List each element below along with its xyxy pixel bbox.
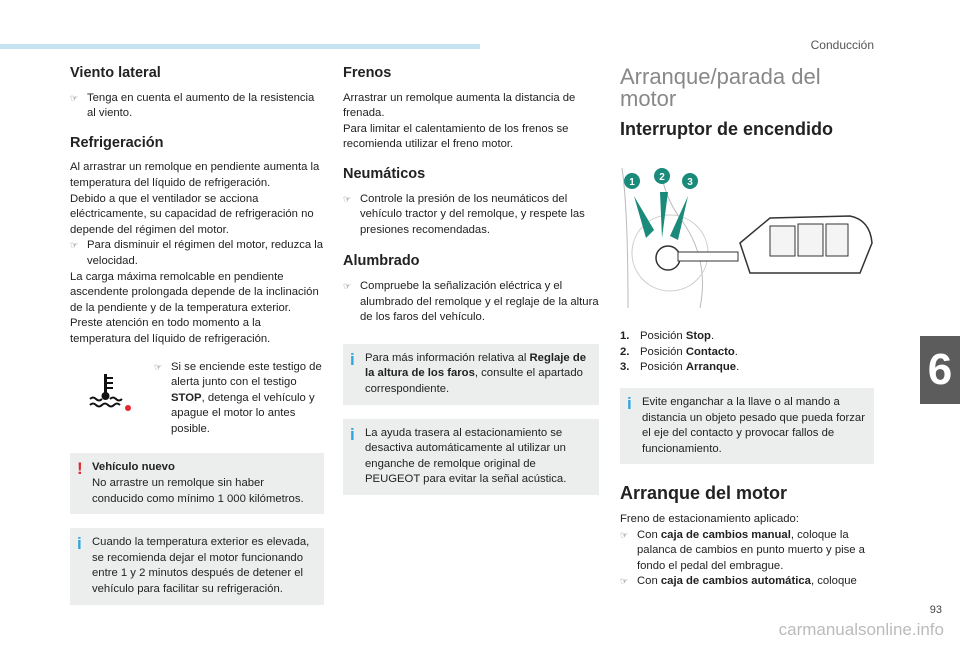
heading-neumaticos: Neumáticos [343,165,426,182]
warning-box: ! Vehículo nuevo No arrastre un remolque sin haber conducido como mínimo 1 000 kilómetros. [70,453,324,514]
paragraph: Al arrastrar un remolque en pendiente aumenta la temperatura del líquido de refrigeración. [70,161,320,189]
paragraph: Debido a que el ventilador se acciona eléctricamente, su capacidad de refrigeración no depende del régimen del motor. [70,192,314,236]
bullet: ☞ Controle la presión de los neumáticos del vehículo tractor y del remolque, y respete las presiones recomendadas. [343,192,599,239]
page-number: 93 [929,604,942,616]
position-item: 3. Posición Arranque . [620,361,740,374]
exclamation-icon: ! [77,459,83,479]
header-bar [0,44,480,49]
warning-bullet: ☞ Si se enciende este testigo de alerta junto con el testigo STOP, detenga el vehículo y apague el motor lo antes posible. [154,360,324,438]
heading-interruptor: Interruptor de encendido [620,119,834,139]
coolant-temperature-icon [86,370,132,414]
info-icon: i [77,534,82,554]
info-icon: i [350,349,355,369]
paragraph: Freno de estacionamiento aplicado: [620,512,799,525]
watermark: carmanualsonline.info [778,620,944,639]
heading-refrigeracion: Refrigeración [70,134,164,151]
column-left [70,66,324,619]
page-title: Arranque/parada del motor [620,64,821,111]
svg-text:3: 3 [687,176,693,188]
paragraph: Preste atención en todo momento a la temperatura del líquido de refrigeración. [70,317,271,345]
info-box: i Evite enganchar a la llave o al mando a distancia un objeto pesado que pueda forzar el eje del contacto y provocar fallos de funcionamiento. [620,388,874,464]
bullet: ☞ Para disminuir el régimen del motor, reduzca la velocidad. [70,238,324,269]
ignition-key-illustration [620,148,874,318]
svg-text:2: 2 [659,171,665,183]
paragraph: Para limitar el calentamiento de los frenos se recomienda utilizar el freno motor. [343,122,569,151]
paragraph: Arrastrar un remolque aumenta la distancia de frenada. [343,91,576,120]
info-box: i Para más información relativa al Reglaje de la altura de los faros, consulte el apartado correspondiente. [343,344,599,405]
bullet: ☞ Tenga en cuenta el aumento de la resistencia al viento. [70,91,324,122]
bullet: ☞ Con caja de cambios manual, coloque la palanca de cambios en punto muerto y pise a fondo el pedal del embrague. [620,528,874,575]
heading-arranque: Arranque del motor [620,483,788,504]
column-right [620,66,874,590]
position-item: 2. Posición Contacto . [620,345,738,358]
paragraph: La carga máxima remolcable en pendiente ascendente prolongada depende de la inclinación de la pendiente y de la temperatura exterior. [70,270,319,314]
position-item: 1. Posición Stop . [620,330,715,343]
info-icon: i [350,424,355,444]
chapter-tab: 6 [920,336,960,404]
info-icon: i [627,393,632,413]
bullet: ☞ Con caja de cambios automática, coloque [620,574,874,590]
info-box: i La ayuda trasera al estacionamiento se desactiva automáticamente al utilizar un enganche de remolque original de PEUGEOT para evitar la señal acústica. [343,419,599,495]
heading-viento: Viento lateral [70,65,161,81]
column-middle [343,66,599,509]
heading-alumbrado: Alumbrado [343,253,420,270]
heading-frenos: Frenos [343,65,392,81]
bullet: ☞ Compruebe la señalización eléctrica y el alumbrado del remolque y el reglaje de la altura de los faros del vehículo. [343,279,599,326]
section-title: Conducción [810,38,874,52]
info-box: i Cuando la temperatura exterior es elevada, se recomienda dejar el motor funcionando entre 1 y 2 minutos después de detener el vehículo para facilitar su refrigeración. [70,528,324,604]
svg-text:1: 1 [629,176,635,188]
